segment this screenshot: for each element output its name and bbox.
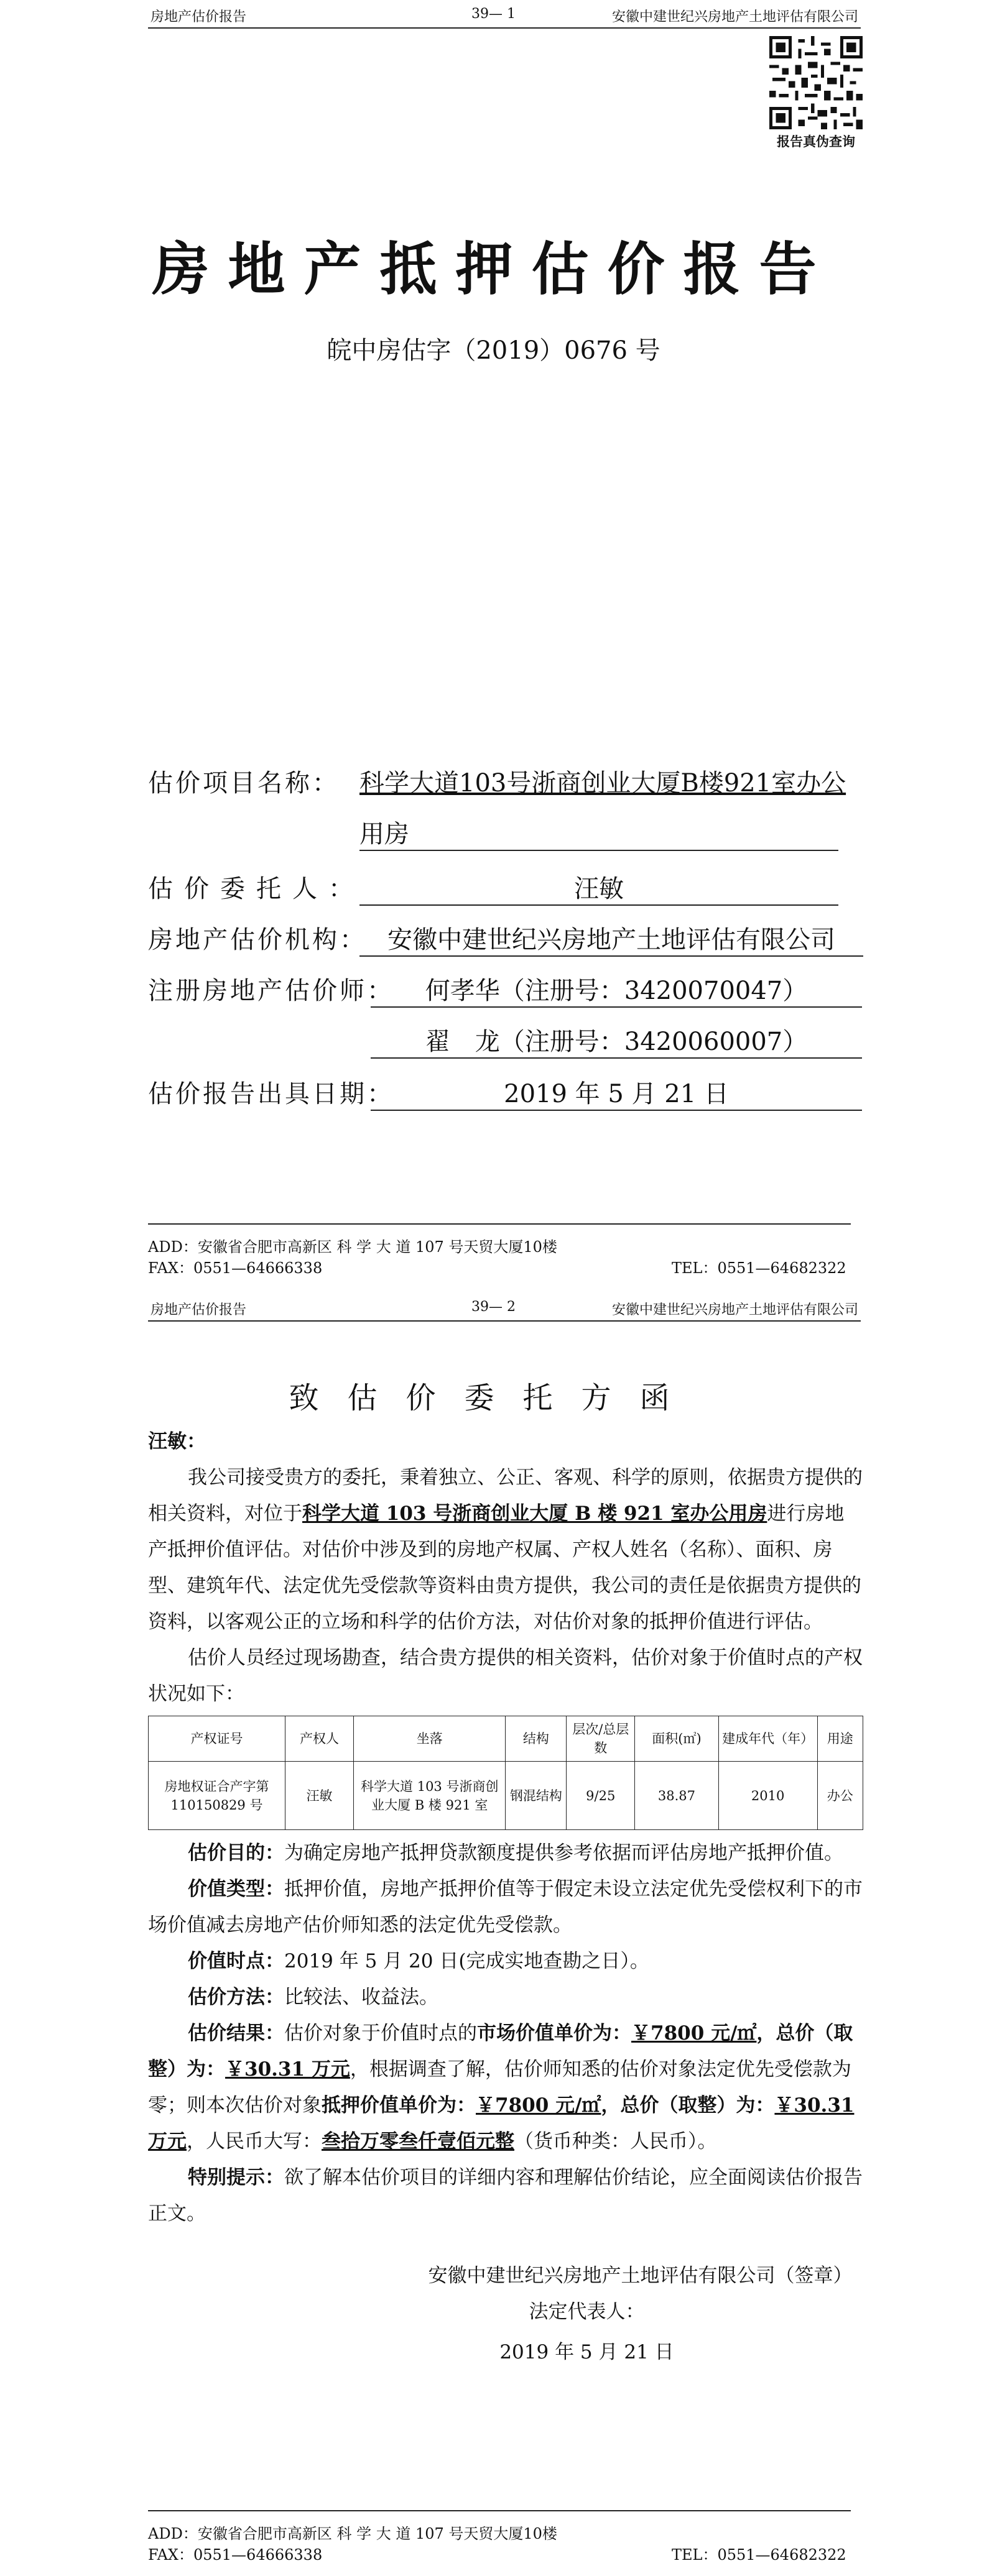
project-name-value-line1: 科学大道103号浙商创业大厦B楼921室办公: [359, 769, 846, 798]
col-header: 产权证号: [149, 1716, 285, 1762]
field-label: 估价委托人：: [148, 875, 364, 903]
header-page-number: 39— 2: [471, 1299, 516, 1315]
header-page-number: 39— 1: [471, 6, 516, 22]
appraiser-2-value: 翟 龙（注册号：3420060007）: [371, 1022, 862, 1059]
cell-location: 科学大道 103 号浙商创业大厦 B 楼 921 室: [354, 1762, 506, 1830]
cell-cert-no: 房地权证合产字第 110150829 号: [149, 1762, 285, 1830]
col-header: 用途: [817, 1716, 863, 1762]
mortgage-total-price: ￥30.31 万元: [148, 2094, 855, 2153]
col-header: 结构: [506, 1716, 567, 1762]
cell-owner: 汪敏: [285, 1762, 354, 1830]
agency-value: 安徽中建世纪兴房地产土地评估有限公司: [359, 920, 863, 957]
field-label: 估价报告出具日期：: [148, 1080, 394, 1108]
appraiser-1-value: 何孝华（注册号：3420070047）: [371, 971, 862, 1008]
cell-floor: 9/25: [567, 1762, 635, 1830]
qr-verify[interactable]: [769, 36, 863, 150]
footer-fax: FAX：0551—64666338: [148, 2546, 323, 2564]
paragraph-tip: 特别提示：欲了解本估价项目的详细内容和理解估价结论，应全面阅读估价报告正文。: [148, 2166, 863, 2225]
col-header: 坐落: [354, 1716, 506, 1762]
paragraph-result: 估价结果：估价对象于价值时点的市场价值单价为：￥7800 元/㎡，总价（取整）为：￥30.31 万元，根据调查了解，估价师知悉的估价对象法定优先受偿款为零；则本次估价对象抵押价值单价为：￥7800 元/㎡，总价（取整）为：￥30.31 万元，人民币大写：叁拾万零叁仟壹佰元整（货币种类：人民币）。: [148, 2022, 855, 2153]
cell-usage: 办公: [817, 1762, 863, 1830]
market-total-price: ￥30.31 万元: [225, 2058, 350, 2081]
col-header: 建成年代（年）: [718, 1716, 817, 1762]
col-header: 层次/总层数: [567, 1716, 635, 1762]
paragraph-rights: 估价人员经过现场勘查，结合贵方提供的相关资料，估价对象于价值时点的产权状况如下：: [148, 1647, 863, 1705]
paragraph-intro: 我公司接受贵方的委托，秉着独立、公正、客观、科学的原则，依据贵方提供的相关资料，对位于科学大道 103 号浙商创业大厦 B 楼 921 室办公用房进行房地产抵押价值评估。对估价中涉及到的房地产权属、产权人姓名（名称）、面积、房型、建筑年代、法定优先受偿款等资料由贵方提供，我公司的责任是依据贵方提供的资料，以客观公正的立场和科学的估价方法，对估价对象的抵押价值进行评估。: [148, 1466, 863, 1633]
qr-code-icon[interactable]: [769, 36, 863, 129]
paragraph-purpose: 估价目的：为确定房地产抵押贷款额度提供参考依据而评估房地产抵押价值。: [188, 1842, 843, 1864]
footer-tel: TEL：0551—64682322: [672, 2546, 846, 2564]
field-label: 房地产估价机构：: [148, 926, 367, 954]
running-header: [148, 5, 861, 29]
paragraph-value-time: 价值时点：2019 年 5 月 20 日(完成实地查勘之日）。: [188, 1950, 649, 1972]
table-header-row: [149, 1716, 863, 1762]
footer-address: ADD：安徽省合肥市高新区 科 学 大 道 107 号天贸大厦10楼: [148, 1238, 557, 1256]
footer-fax: FAX：0551—64666338: [148, 1259, 323, 1277]
client-value: 汪敏: [359, 869, 838, 906]
cell-structure: 钢混结构: [506, 1762, 567, 1830]
paragraph-method: 估价方法：比较法、收益法。: [188, 1986, 438, 2008]
letter-body: [148, 1424, 863, 2232]
mortgage-unit-price: ￥7800 元/㎡: [476, 2094, 601, 2117]
salutation: 汪敏：: [148, 1430, 206, 1453]
footer-address: ADD：安徽省合肥市高新区 科 学 大 道 107 号天贸大厦10楼: [148, 2525, 557, 2542]
amount-in-words: 叁拾万零叁仟壹佰元整: [322, 2130, 514, 2153]
paragraph-value-type: 价值类型：抵押价值，房地产抵押价值等于假定未设立法定优先受偿权利下的市场价值减去房地产估价师知悉的法定优先受偿款。: [148, 1878, 863, 1936]
qr-caption: 报告真伪查询: [777, 134, 855, 149]
letter-page: [0, 1293, 987, 2576]
footer-tel: TEL：0551—64682322: [672, 1259, 846, 1277]
signature-representative: 法定代表人：: [529, 2301, 645, 2323]
table-row: [149, 1762, 863, 1830]
report-title: 房地产抵押估价报告: [152, 236, 835, 303]
cell-year: 2010: [718, 1762, 817, 1830]
property-address: 科学大道 103 号浙商创业大厦 B 楼 921 室办公用房: [302, 1502, 767, 1525]
col-header: 产权人: [285, 1716, 354, 1762]
signature-date: 2019 年 5 月 21 日: [499, 2341, 674, 2363]
market-unit-price: ￥7800 元/㎡: [631, 2022, 757, 2045]
header-company: 安徽中建世纪兴房地产土地评估有限公司: [611, 9, 858, 25]
cell-area: 38.87: [635, 1762, 718, 1830]
header-left: 房地产估价报告: [151, 1302, 247, 1318]
issue-date-value: 2019 年 5 月 21 日: [371, 1074, 862, 1111]
field-label: 注册房地产估价师：: [148, 977, 394, 1005]
project-name-value-line2: 用房: [359, 814, 838, 851]
property-rights-table: [148, 1716, 863, 1830]
running-header: [148, 1298, 861, 1322]
col-header: 面积(㎡): [635, 1716, 718, 1762]
letter-title: 致估价委托方函: [289, 1381, 698, 1415]
document-number: 皖中房估字（2019）0676 号: [327, 336, 660, 365]
header-left: 房地产估价报告: [151, 9, 247, 25]
signature-company: 安徽中建世纪兴房地产土地评估有限公司（签章）: [428, 2265, 853, 2287]
field-label: 估价项目名称：: [148, 769, 340, 798]
header-company: 安徽中建世纪兴房地产土地评估有限公司: [611, 1302, 858, 1318]
